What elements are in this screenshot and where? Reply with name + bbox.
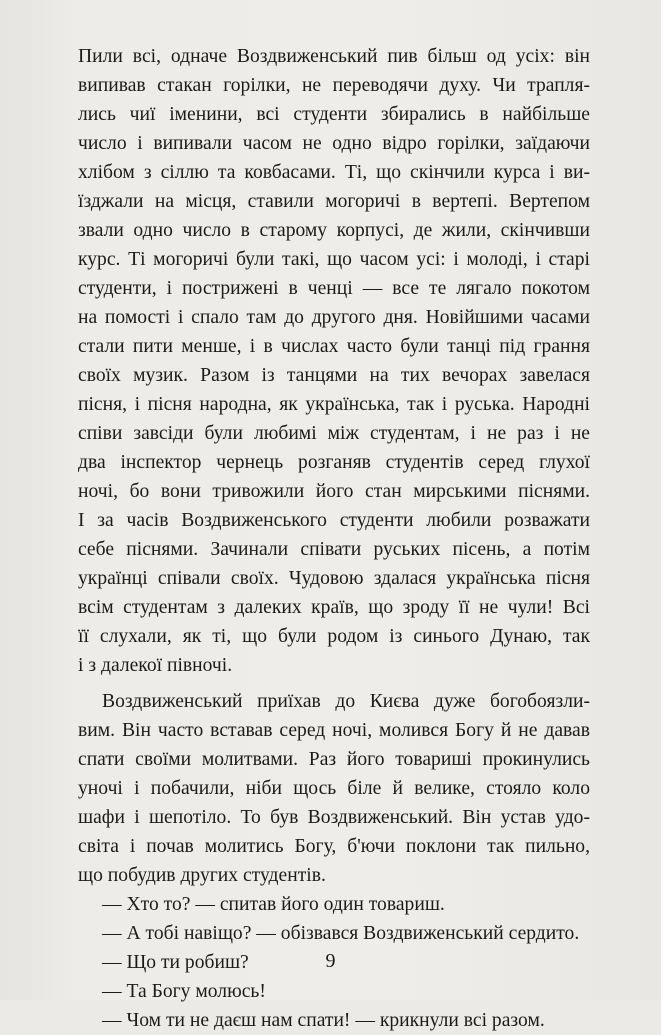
body-text [78,42,590,1035]
dialogue-line: — Що ти робиш? [102,952,249,973]
text-line: всім студентам з далеких країв, що зроду її не чули! Всі [78,597,590,618]
text-line: і з далекої півночі. [78,655,233,676]
text-line: звали одно число в старому корпусі, де жили, скінчивши [78,220,590,241]
text-line: число і випивали часом не одно відро горілки, заїдаючи [78,133,590,154]
page-number: 9 [325,950,336,972]
text-line: випивав стакан горілки, не переводячи духу. Чи трапля- [78,75,590,96]
text-line: два інспектор чернець розганяв студентів серед глухої [78,452,590,473]
text-line: курс. Ті могоричі були такі, що часом усі: і молоді, і старі [78,249,590,270]
paragraph-1 [78,42,590,680]
dialogue-line: — А тобі навіщо? — обізвався Воздвиженський сердито. [102,923,580,944]
text-line: українці співали своїх. Чудовою здалася українська пісня [78,568,590,589]
text-line: Пили всі, одначе Воздвиженський пив більш од усіх: він [78,46,590,67]
text-line: себе піснями. Зачинали співати руських пісень, а потім [78,539,590,560]
text-line: уночі і побачили, ніби щось біле й велике, стояло коло [78,778,590,799]
text-line: що побудив других студентів. [78,865,326,886]
paragraph-spacing [78,680,590,687]
text-line: їзджали на місця, ставили могоричі в вертепі. Вертепом [78,191,590,212]
text-line: хлібом з сіллю та ковбасами. Ті, що скінчили курса і ви- [78,162,590,183]
dialogue-line: — Хто то? — спитав його один товариш. [102,894,445,915]
text-line: Воздвиженський приїхав до Києва дуже богобоязли- [102,691,590,712]
text-line: пісня, і пісня народна, як українська, так і руська. Народні [78,394,590,415]
paragraph-2 [78,687,590,890]
text-line: співи завсіди були любимі між студентам, і не раз і не [78,423,590,444]
text-line: ночі, бо вони тривожили його стан мирськими піснями. [78,481,590,502]
text-line: спати своїми молитвами. Раз його товариші прокинулись [78,749,590,770]
text-line: лись чиї іменини, всі студенти збирались в найбільше [78,104,590,125]
text-line: студенти, і пострижені в ченці — все те лягало покотом [78,278,590,299]
dialogue-line: — Та Богу молюсь! [102,981,266,1002]
dialogue-line: — Чом ти не даєш нам спати! — крикнули всі разом. [102,1010,545,1031]
text-line: стали пити менше, і в числах часто були танці під грання [78,336,590,357]
text-line: її слухали, як ті, що були родом із синього Дунаю, так [78,626,590,647]
text-line: на помості і спало там до другого дня. Новійшими часами [78,307,590,328]
text-line: своїх музик. Разом із танцями на тих вечорах завелася [78,365,590,386]
text-line: І за часів Воздвиженського студенти любили розважати [78,510,590,531]
text-line: шафи і шепотіло. То був Воздвиженський. Він устав удо- [78,807,590,828]
text-line: вим. Він часто вставав серед ночі, молився Богу й не давав [78,720,590,741]
text-line: світа і почав молитись Богу, б'ючи поклони так пильно, [78,836,590,857]
